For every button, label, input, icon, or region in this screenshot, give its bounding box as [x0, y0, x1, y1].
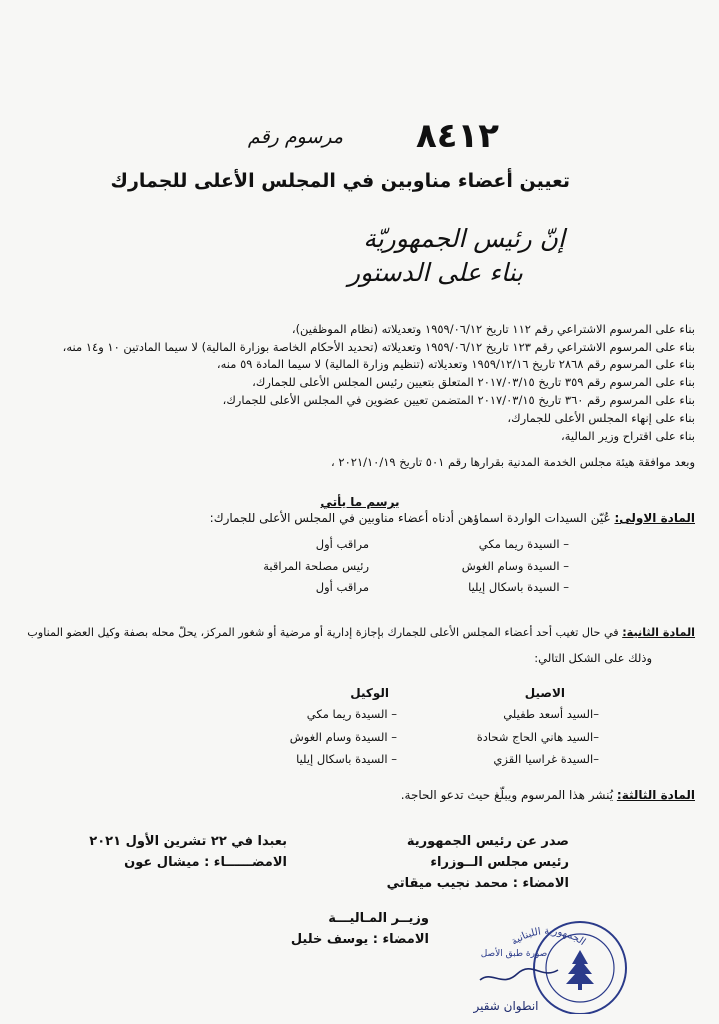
- president-signature: الامضــــــاء : ميشال عون: [124, 855, 287, 870]
- article-2-text: في حال تغيب أحد أعضاء المجلس الأعلى للجمارك بإجازة إدارية أو مرضية أو شغور المركز، يحلّ محله بصفة وكيل العضو المناوب: [27, 626, 619, 639]
- original-member: –السيد أسعد طفيلي: [503, 707, 599, 721]
- agent-member: – السيدة وسام الغوش: [289, 730, 397, 744]
- preamble-line: بناء على المرسوم الاشتراعي رقم ١١٢ تاريخ ١٩٥٩/٠٦/١٢ وتعديلاته (نظام الموظفين)،: [291, 322, 695, 336]
- official-stamp: [462, 910, 634, 1014]
- member-role: مراقب أول: [315, 580, 369, 594]
- agent-member: – السيدة ريما مكي: [306, 707, 397, 721]
- member-name: – السيدة ريما مكي: [478, 537, 569, 551]
- agent-member: – السيدة باسكال إيليا: [296, 752, 397, 766]
- article-3-text: يُنشر هذا المرسوم ويبلّغ حيث تدعو الحاجة.: [400, 788, 614, 802]
- finance-minister-title: وزيــر المـاليـــة: [328, 911, 429, 926]
- date-line: بعبدا في ٢٢ تشرين الأول ٢٠٢١: [89, 834, 287, 849]
- article-2: [27, 626, 695, 639]
- preamble-line: بناء على المرسوم رقم ٣٥٩ تاريخ ٢٠١٧/٠٣/١٥ المتعلق بتعيين رئيس المجلس الأعلى للجمارك،: [252, 375, 695, 389]
- article-1-text: عُيّن السيدات الواردة اسماؤهن أدناه أعضاء مناوبين في المجلس الأعلى للجمارك:: [209, 511, 611, 525]
- preamble-line: بناء على اقتراح وزير المالية،: [561, 429, 695, 443]
- preamble-line: بناء على إنهاء المجلس الأعلى للجمارك،: [507, 411, 695, 425]
- column-original: الاصيل: [524, 686, 565, 700]
- member-name: – السيدة باسكال إيليا: [468, 580, 569, 594]
- decree-label: مرسوم رقم: [247, 126, 343, 148]
- president-heading: إنّ رئيس الجمهوريّة: [363, 224, 565, 253]
- member-role: مراقب أول: [315, 537, 369, 551]
- cedar-icon: [566, 950, 594, 990]
- preamble-line: بناء على المرسوم رقم ٢٨٦٨ تاريخ ١٩٥٩/١٢/١٦ وتعديلاته (تنظيم وزارة المالية) لا سيما المادة ٥٩ منه،: [216, 357, 695, 371]
- stamp-signer: انطوان شقير: [473, 999, 539, 1013]
- article-2-continuation: وذلك على الشكل التالي:: [534, 651, 652, 665]
- preamble-line: بناء على المرسوم الاشتراعي رقم ١٢٣ تاريخ ١٩٥٩/٠٦/١٢ وتعديلاته (تحديد الأحكام الخاصة بوزارة المالية) لا سيما المادتين ١٠ و١٤ منه،: [62, 340, 695, 354]
- article-3-label: المادة الثالثة:: [616, 788, 695, 802]
- article-1: [210, 511, 695, 525]
- original-member: –السيدة غراسيا القزي: [493, 752, 599, 766]
- article-3: [401, 788, 695, 802]
- preamble-line: وبعد موافقة هيئة مجلس الخدمة المدنية بقرارها رقم ٥٠١ تاريخ ٢٠٢١/١٠/١٩ ،: [331, 455, 695, 469]
- issued-by: صدر عن رئيس الجمهورية: [406, 834, 569, 849]
- finance-minister-signature: الامضاء : يوسف خليل: [290, 932, 429, 947]
- preamble-line: بناء على المرسوم رقم ٣٦٠ تاريخ ٢٠١٧/٠٣/١٥ المتضمن تعيين عضوين في المجلس الأعلى للجمارك،: [222, 393, 695, 407]
- decree-heading: يرسم ما يأتي: [320, 495, 400, 509]
- constitution-heading: بناء على الدستور: [348, 258, 523, 287]
- prime-minister-signature: الامضاء : محمد نجيب ميقاتي: [386, 876, 569, 891]
- stamp-ring-text: الجمهورية اللبنانية: [509, 925, 588, 948]
- member-name: – السيدة وسام الغوش: [461, 559, 569, 573]
- decree-number: ٨٤١٢: [415, 116, 499, 156]
- prime-minister-title: رئيس مجلس الــوزراء: [430, 855, 569, 870]
- article-1-label: المادة الاولى:: [614, 511, 695, 525]
- article-2-label: المادة الثانية:: [622, 626, 695, 639]
- original-member: –السيد هاني الحاج شحادة: [476, 730, 599, 744]
- column-agent: الوكيل: [350, 686, 389, 700]
- document-title: تعيين أعضاء مناوبين في المجلس الأعلى للجمارك: [110, 170, 570, 192]
- stamp-inner-text: صورة طبق الأصل: [480, 949, 548, 959]
- member-role: رئيس مصلحة المراقبة: [263, 559, 369, 573]
